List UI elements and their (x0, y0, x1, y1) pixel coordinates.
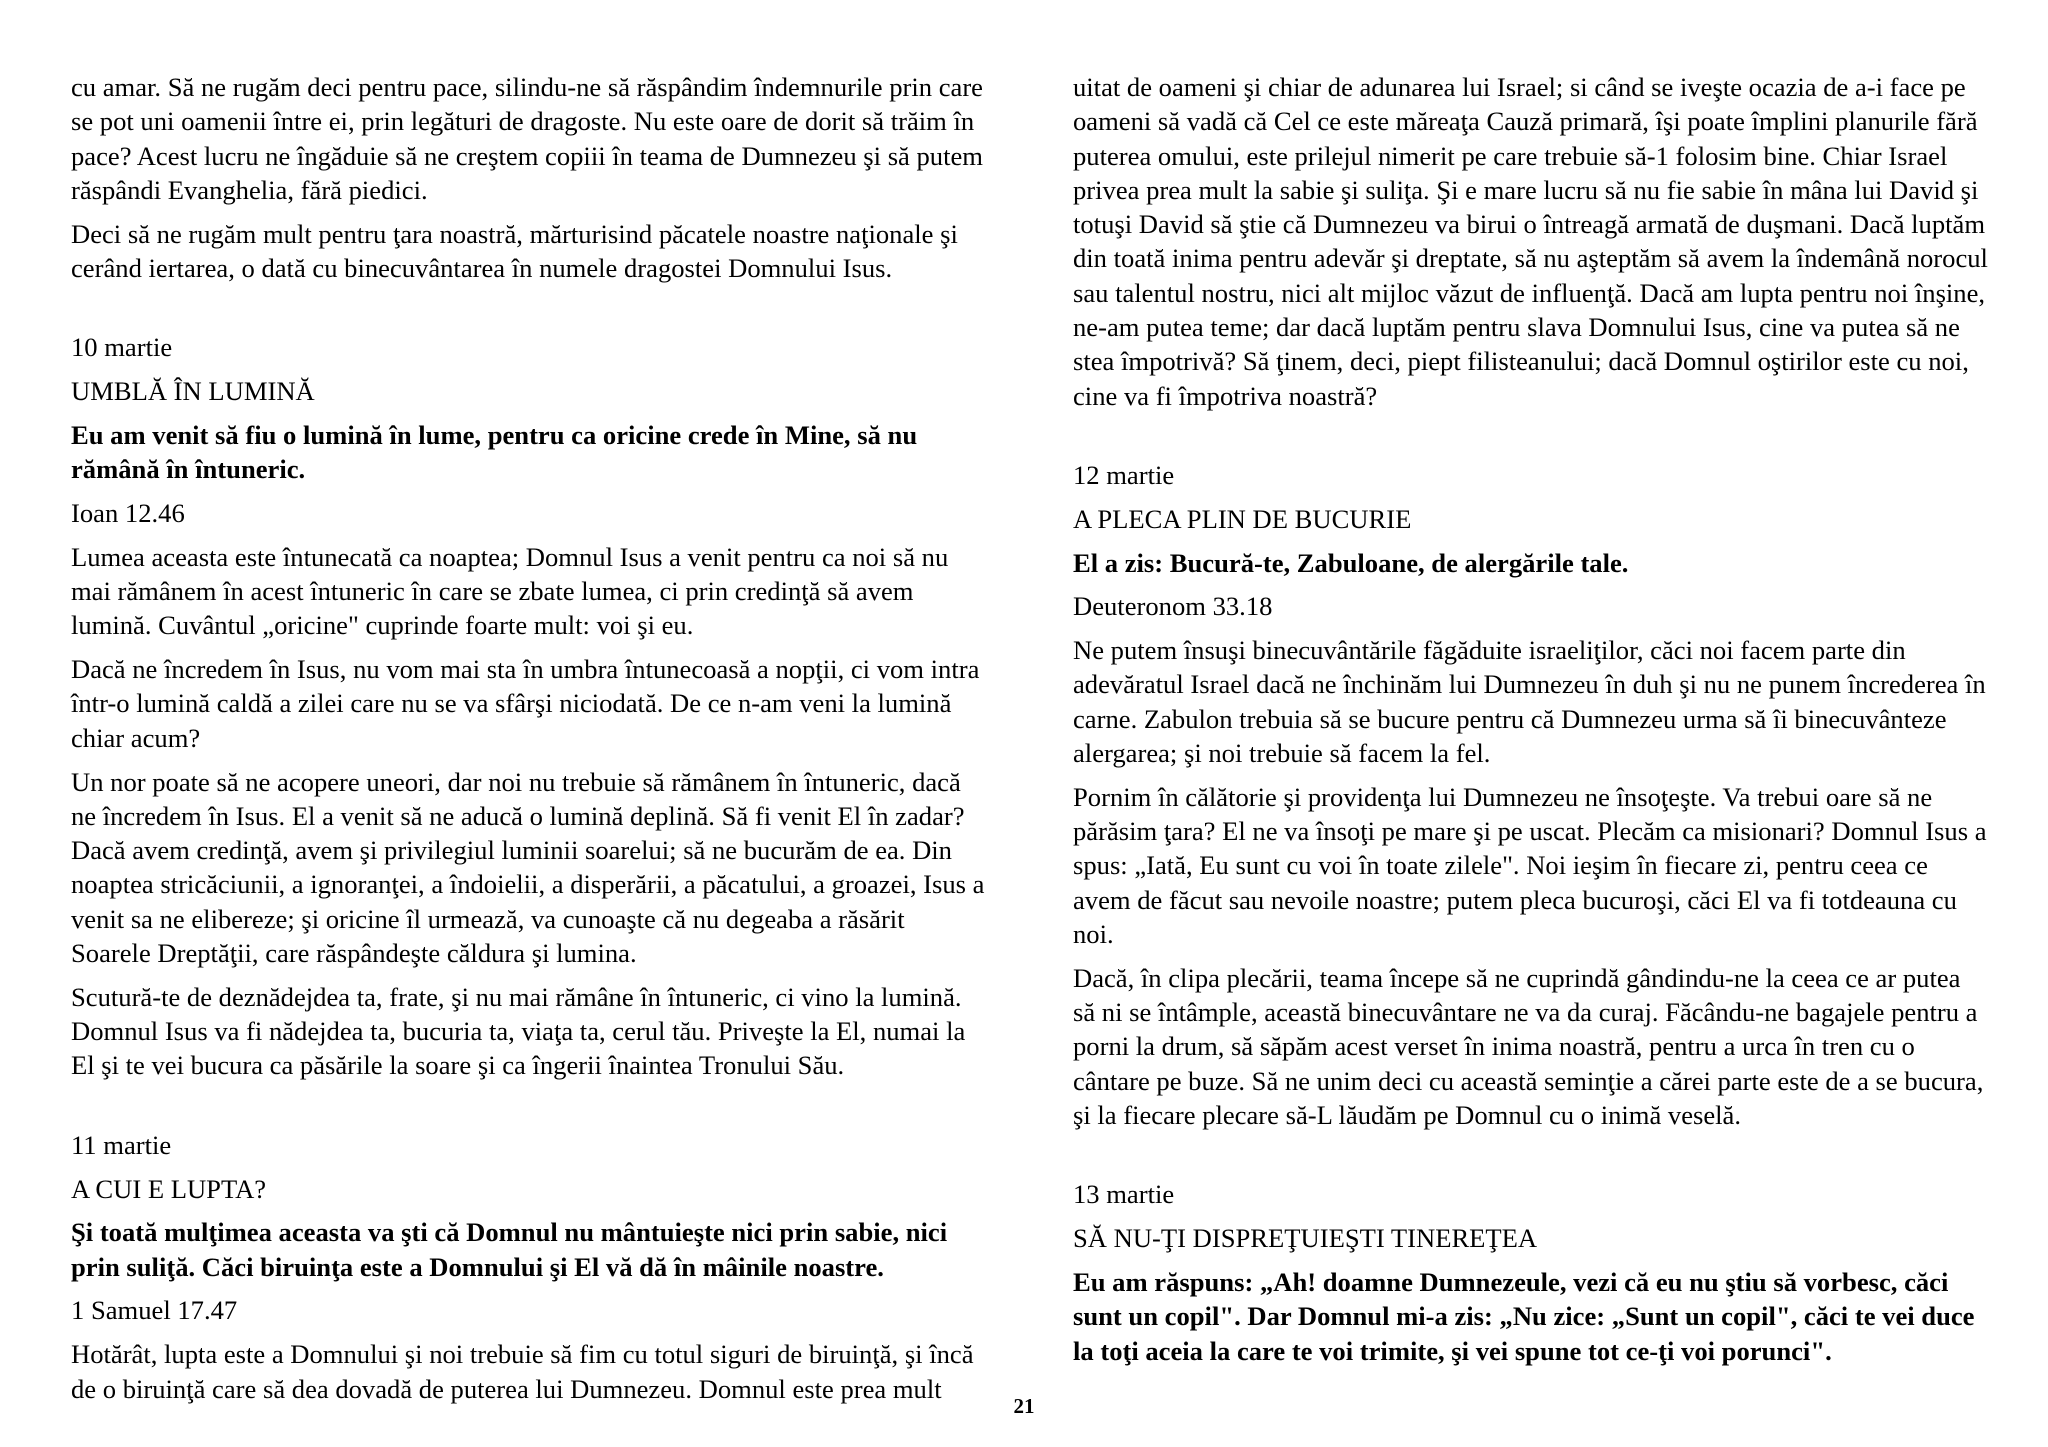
entry-title: UMBLĂ ÎN LUMINĂ (71, 376, 315, 407)
entry-title: A CUI E LUPTA? (71, 1173, 267, 1204)
entry-reference: Ioan 12.46 (71, 497, 185, 528)
entry-title: SĂ NU-ŢI DISPREŢUIEŞTI TINEREŢEA (1073, 1223, 1538, 1254)
entry-verse: Şi toată mulţimea aceasta va şti că Domnul nu mântuieşte nici prin sabie, nici prin suliţă. Căci biruinţa este a Domnului şi El vă dă în mâinile noastre. (71, 1217, 948, 1282)
entry-date: 10 martie (71, 332, 173, 363)
entry-title: A PLECA PLIN DE BUCURIE (1073, 503, 1412, 534)
entry-reference: Deuteronom 33.18 (1073, 591, 1273, 622)
page-number: 21 (1013, 1394, 1035, 1418)
entry-verse: El a zis: Bucură-te, Zabuloane, de alergările tale. (1073, 547, 1629, 578)
entry-verse: Eu am răspuns: „Ah! doamne Dumnezeule, vezi că eu nu ştiu să vorbesc, căci sunt un copil". Dar Domnul mi-a zis: „Nu zice: „Sunt un copil", căci te vei duce la toţi aceia la care te voi trimite, şi vei spune tot ce-ţi voi porunci". (1073, 1266, 1975, 1366)
entry-paragraph: Scutură-te de deznădejdea ta, frate, şi nu mai rămâne în întuneric, ci vino la lumină. Domnul Isus va fi nădejdea ta, bucuria ta, viaţa ta, cerul tău. Priveşte la El, numai la El şi te vei bucura ca păsările la soare şi ca îngerii înaintea Tronului Său. (71, 981, 966, 1081)
entry-reference: 1 Samuel 17.47 (71, 1295, 238, 1326)
entry-paragraph: Dacă ne încredem în Isus, nu vom mai sta în umbra întunecoasă a nopţii, ci vom intra într-o lumină caldă a zilei care nu se va sfârşi niciodată. De ce n-am veni la lumină chiar acum? (71, 654, 980, 753)
entry-paragraph: Hotărât, lupta este a Domnului şi noi trebuie să fim cu totul siguri de biruinţă, şi încă de o biruinţă care să dea dovadă de puterea lui Dumnezeu. Domnul este prea mult (71, 1339, 974, 1404)
intro-paragraph: Deci să ne rugăm mult pentru ţara noastră, mărturisind păcatele noastre naţionale şi cerând iertarea, o dată cu binecuvântarea în numele dragostei Domnului Isus. (71, 218, 958, 283)
entry-paragraph: Un nor poate să ne acopere uneori, dar noi nu trebuie să rămânem în întuneric, dacă ne încredem în Isus. El a venit să ne aducă o lumină deplină. Să fi venit El în zadar? Dacă avem credinţă, avem şi privilegiul luminii soarelui; să ne bucurăm de ea. Din noaptea stricăciunii, a ignoranţei, a îndoielii, a disperării, a păcatului, a groazei, Isus a venit sa ne elibereze; şi oricine îl urmează, va cunoaşte că nu degeaba a răsărit Soarele Dreptăţii, care răspândeşte căldura şi lumina. (71, 766, 985, 969)
continuation-paragraph: uitat de oameni şi chiar de adunarea lui Israel; si când se iveşte ocazia de a-i face pe oameni să vadă că Cel ce este măreaţa Cauză primară, îşi poate împlini planurile fără puterea omului, este prilejul nimerit pe care trebuie să-1 folosim bine. Chiar Israel privea prea mult la sabie şi suliţa. Şi e mare lucru să nu fie sabie în mâna lui David şi totuşi David să ştie că Dumnezeu va birui o întreagă armată de duşmani. Dacă luptăm din toată inima pentru adevăr şi dreptate, să nu aşteptăm să avem la îndemână norocul sau talentul nostru, nici alt mijloc văzut de influenţă. Dacă am lupta pentru noi înşine, ne-am putea teme; dar dacă luptăm pentru slava Domnului Isus, cine va putea să ne stea împotrivă? Să ţinem, deci, piept filisteanului; dacă Domnul oştirilor este cu noi, cine va fi împotriva noastră? (1073, 72, 1988, 411)
entry-paragraph: Lumea aceasta este întunecată ca noaptea; Domnul Isus a venit pentru ca noi să nu mai rămânem în acest întuneric în care se zbate lumea, ci prin credinţă să avem lumină. Cuvântul „oricine" cuprinde foarte mult: voi şi eu. (71, 541, 949, 641)
intro-paragraph: cu amar. Să ne rugăm deci pentru pace, silindu-ne să răspândim îndemnurile prin care se pot uni oamenii între ei, prin legături de dragoste. Nu este oare de dorit să trăim în pace? Acest lucru ne îngăduie să ne creştem copiii în teama de Dumnezeu şi să putem răspândi Evanghelia, fără piedici. (71, 72, 983, 205)
entry-paragraph: Pornim în călătorie şi providenţa lui Dumnezeu ne însoţeşte. Va trebui oare să ne părăsim ţara? El ne va însoţi pe mare şi pe uscat. Plecăm ca misionari? Domnul Isus a spus: „Iată, Eu sunt cu voi în toate zilele". Noi ieşim în fiecare zi, pentru ceea ce avem de făcut sau nevoile noastre; putem pleca bucuroşi, căci El va fi totdeauna cu noi. (1073, 781, 1987, 950)
entry-date: 13 martie (1073, 1179, 1175, 1210)
right-column (1073, 70, 1988, 1377)
entry-paragraph: Dacă, în clipa plecării, teama începe să ne cuprindă gândindu-ne la ceea ce ar putea să ni se întâmple, această binecuvântare ne va da curaj. Făcându-ne bagajele pentru a porni la drum, să săpăm acest verset în inima noastră, pentru a urca în tren cu o cântare pe buze. Să ne unim deci cu această seminţie a cărei parte este de a se bucura, şi la fiecare plecare să-L lăudăm pe Domnul cu o inimă veselă. (1073, 962, 1984, 1131)
left-column (71, 70, 986, 1415)
entry-date: 12 martie (1073, 459, 1175, 490)
entry-date: 11 martie (71, 1129, 172, 1160)
entry-verse: Eu am venit să fiu o lumină în lume, pentru ca oricine crede în Mine, să nu rămână în întuneric. (71, 419, 918, 485)
entry-paragraph: Ne putem însuşi binecuvântările făgăduite israeliţilor, căci noi facem parte din adevăratul Israel dacă ne închinăm lui Dumnezeu în duh şi nu ne punem încrederea în carne. Zabulon trebuia să se bucure pentru că Dumnezeu urma să îi binecuvânteze alergarea; şi noi trebuie să facem la fel. (1073, 635, 1986, 769)
